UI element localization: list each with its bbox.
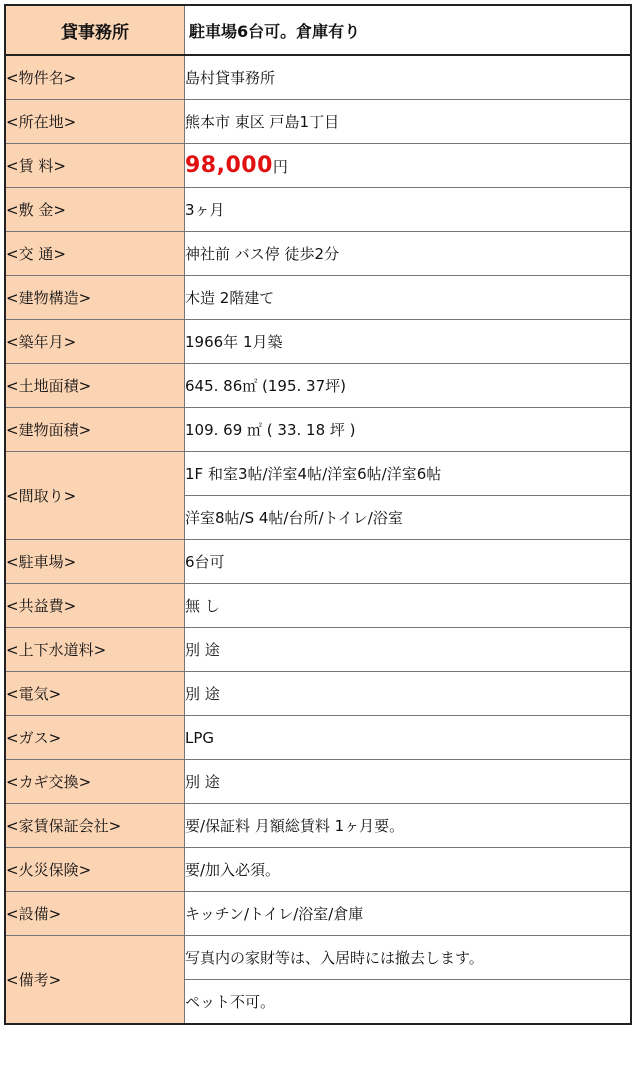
label-address: <所在地> [5,100,185,144]
table-row [5,320,631,364]
value-structure: 木造 2階建て [185,276,632,320]
value-layout-line2: 洋室8帖/S 4帖/台所/トイレ/浴室 [185,496,632,540]
label-water: <上下水道料> [5,628,185,672]
property-headline: 駐車場6台可。倉庫有り [185,5,632,55]
label-electric: <電気> [5,672,185,716]
table-row [5,55,631,100]
table-row [5,100,631,144]
label-gas: <ガス> [5,716,185,760]
label-guarantor: <家賃保証会社> [5,804,185,848]
value-remarks-line2: ペット不可。 [185,980,632,1025]
rent-unit: 円 [272,158,288,176]
value-address: 熊本市 東区 戸島1丁目 [185,100,632,144]
value-building-area: 109. 69 ㎡ ( 33. 18 坪 ) [185,408,632,452]
value-equipment: キッチン/トイレ/浴室/倉庫 [185,892,632,936]
value-electric: 別 途 [185,672,632,716]
rent-amount: 98,000 [185,153,273,178]
value-layout-line1: 1F 和室3帖/洋室4帖/洋室6帖/洋室6帖 [185,452,632,496]
table-row [5,804,631,848]
table-row [5,540,631,584]
value-insurance: 要/加入必須。 [185,848,632,892]
table-header-row [5,5,631,55]
table-row [5,584,631,628]
value-name: 島村貸事務所 [185,55,632,100]
label-rent: <賃 料> [5,144,185,188]
value-gas: LPG [185,716,632,760]
value-built: 1966年 1月築 [185,320,632,364]
label-deposit: <敷 金> [5,188,185,232]
table-row [5,936,631,980]
label-land-area: <土地面積> [5,364,185,408]
value-water: 別 途 [185,628,632,672]
table-row [5,232,631,276]
table-row [5,408,631,452]
label-building-area: <建物面積> [5,408,185,452]
value-deposit: 3ヶ月 [185,188,632,232]
table-row [5,188,631,232]
value-access: 神社前 バス停 徒歩2分 [185,232,632,276]
label-structure: <建物構造> [5,276,185,320]
property-table [4,4,632,1025]
table-row [5,892,631,936]
label-remarks: <備考> [5,936,185,1025]
label-equipment: <設備> [5,892,185,936]
table-row [5,760,631,804]
label-insurance: <火災保険> [5,848,185,892]
value-land-area: 645. 86㎡ (195. 37坪) [185,364,632,408]
label-name: <物件名> [5,55,185,100]
label-key-exchange: <カギ交換> [5,760,185,804]
label-built: <築年月> [5,320,185,364]
table-row [5,628,631,672]
table-row [5,848,631,892]
value-guarantor: 要/保証料 月額総賃料 1ヶ月要。 [185,804,632,848]
label-common-fee: <共益費> [5,584,185,628]
label-parking: <駐車場> [5,540,185,584]
label-access: <交 通> [5,232,185,276]
table-row [5,144,631,188]
property-type: 貸事務所 [5,5,185,55]
label-layout: <間取り> [5,452,185,540]
value-rent [185,144,632,188]
value-remarks-line1: 写真内の家財等は、入居時には撤去します。 [185,936,632,980]
table-row [5,716,631,760]
table-row [5,672,631,716]
value-parking: 6台可 [185,540,632,584]
table-row [5,452,631,496]
value-common-fee: 無 し [185,584,632,628]
value-key-exchange: 別 途 [185,760,632,804]
table-row [5,364,631,408]
table-row [5,276,631,320]
